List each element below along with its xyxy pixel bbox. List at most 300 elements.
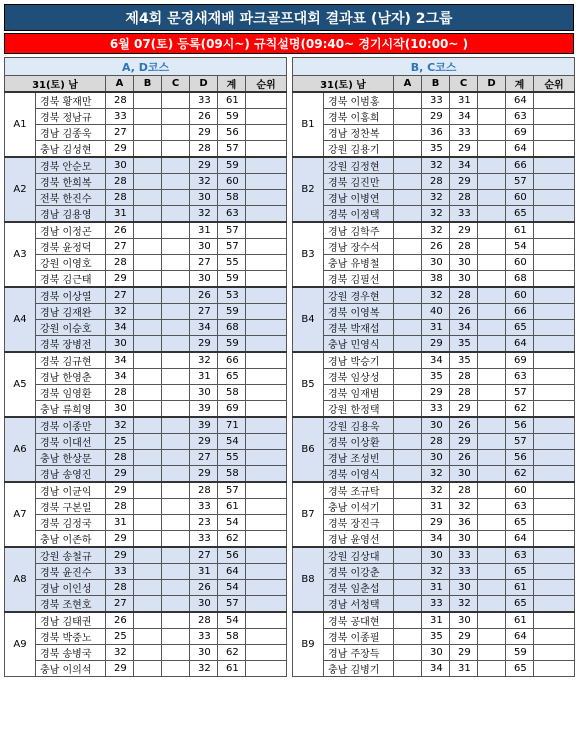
score-cell: 26	[450, 417, 478, 434]
score-cell	[394, 222, 422, 239]
score-cell: 29	[450, 645, 478, 661]
score-cell: 61	[218, 499, 246, 515]
score-cell	[162, 352, 190, 369]
score-cell: 62	[506, 401, 534, 418]
score-cell	[162, 547, 190, 564]
table-row	[293, 141, 575, 158]
player-name: 경북 윤정덕	[36, 239, 106, 255]
score-cell: 31	[450, 92, 478, 109]
table-row	[293, 531, 575, 548]
score-cell: 33	[422, 596, 450, 613]
score-cell: 60	[506, 190, 534, 206]
score-cell	[394, 206, 422, 223]
score-cell: 33	[106, 109, 134, 125]
score-cell: 36	[450, 515, 478, 531]
results-table-bc	[292, 57, 575, 677]
table-row	[293, 547, 575, 564]
score-cell: 26	[422, 239, 450, 255]
score-cell: 29	[450, 629, 478, 645]
score-cell	[478, 612, 506, 629]
table-row	[5, 434, 287, 450]
score-cell	[394, 499, 422, 515]
score-cell: 28	[450, 190, 478, 206]
column-header: 계	[218, 76, 246, 93]
score-cell	[134, 434, 162, 450]
rank-cell	[246, 320, 287, 336]
score-cell: 26	[106, 222, 134, 239]
score-cell: 27	[190, 255, 218, 271]
score-cell: 54	[506, 239, 534, 255]
score-cell: 31	[422, 320, 450, 336]
score-cell: 27	[190, 450, 218, 466]
table-row	[293, 401, 575, 418]
score-cell	[134, 661, 162, 677]
player-name: 경북 김정국	[36, 515, 106, 531]
score-cell: 26	[106, 612, 134, 629]
score-cell	[478, 434, 506, 450]
table-row	[293, 596, 575, 613]
score-cell	[134, 336, 162, 353]
rank-cell	[534, 596, 575, 613]
table-row	[5, 499, 287, 515]
rank-cell	[534, 499, 575, 515]
table-row	[293, 564, 575, 580]
table-row	[293, 255, 575, 271]
score-cell: 30	[422, 645, 450, 661]
score-cell	[162, 206, 190, 223]
score-cell: 63	[218, 206, 246, 223]
score-cell: 30	[450, 531, 478, 548]
player-name: 경북 조규탁	[324, 482, 394, 499]
score-cell	[134, 547, 162, 564]
score-cell	[134, 580, 162, 596]
player-name: 강원 김정현	[324, 157, 394, 174]
score-cell	[162, 369, 190, 385]
score-cell: 34	[106, 352, 134, 369]
score-cell	[162, 434, 190, 450]
column-header: D	[478, 76, 506, 93]
score-cell: 29	[106, 141, 134, 158]
score-cell: 32	[422, 482, 450, 499]
score-cell: 26	[190, 287, 218, 304]
score-cell: 56	[218, 125, 246, 141]
score-cell	[478, 190, 506, 206]
score-cell	[162, 255, 190, 271]
player-name: 경북 이대선	[36, 434, 106, 450]
score-cell: 63	[506, 547, 534, 564]
score-cell: 38	[422, 271, 450, 288]
player-name: 경북 박중노	[36, 629, 106, 645]
table-row	[293, 109, 575, 125]
group-label: A7	[5, 482, 36, 547]
rank-cell	[534, 287, 575, 304]
score-cell: 27	[106, 239, 134, 255]
player-name: 충남 김성현	[36, 141, 106, 158]
score-cell: 33	[190, 531, 218, 548]
score-cell: 31	[450, 661, 478, 677]
score-cell: 61	[506, 612, 534, 629]
score-cell	[394, 482, 422, 499]
score-cell: 34	[422, 531, 450, 548]
player-name: 경북 이영복	[324, 304, 394, 320]
score-cell	[134, 645, 162, 661]
score-cell	[478, 401, 506, 418]
score-cell: 63	[506, 369, 534, 385]
score-cell: 29	[190, 434, 218, 450]
result-sheet	[4, 4, 574, 729]
score-cell: 36	[422, 125, 450, 141]
score-cell	[394, 515, 422, 531]
player-name: 강원 한정택	[324, 401, 394, 418]
rank-cell	[246, 352, 287, 369]
player-name: 경북 임상성	[324, 369, 394, 385]
score-cell	[162, 174, 190, 190]
score-cell	[394, 320, 422, 336]
player-name: 경남 박승기	[324, 352, 394, 369]
player-name: 경북 김규현	[36, 352, 106, 369]
table-row	[293, 466, 575, 483]
score-cell	[394, 255, 422, 271]
score-cell: 57	[506, 174, 534, 190]
rank-cell	[246, 564, 287, 580]
player-name: 경북 이정택	[324, 206, 394, 223]
group-label: A2	[5, 157, 36, 222]
player-name: 강원 송철규	[36, 547, 106, 564]
player-name: 강원 경우현	[324, 287, 394, 304]
score-cell: 28	[106, 580, 134, 596]
group-label: B6	[293, 417, 324, 482]
score-cell: 29	[450, 174, 478, 190]
rank-cell	[246, 596, 287, 613]
score-cell: 25	[106, 434, 134, 450]
rank-cell	[534, 515, 575, 531]
score-cell	[394, 645, 422, 661]
player-name: 경북 김진만	[324, 174, 394, 190]
score-cell	[162, 271, 190, 288]
score-cell: 28	[190, 482, 218, 499]
player-name: 경북 공대현	[324, 612, 394, 629]
score-cell	[134, 482, 162, 499]
score-cell	[394, 336, 422, 353]
rank-cell	[534, 564, 575, 580]
column-header: C	[162, 76, 190, 93]
score-cell	[134, 612, 162, 629]
player-name: 경북 이범홍	[324, 92, 394, 109]
score-cell	[162, 466, 190, 483]
group-label: B2	[293, 157, 324, 222]
column-header: B	[422, 76, 450, 93]
score-cell	[134, 141, 162, 158]
rank-cell	[246, 385, 287, 401]
score-cell: 61	[506, 580, 534, 596]
score-cell	[134, 499, 162, 515]
rank-cell	[534, 174, 575, 190]
score-cell	[478, 417, 506, 434]
player-name: 경북 임재범	[324, 385, 394, 401]
score-cell: 29	[450, 434, 478, 450]
score-cell: 68	[218, 320, 246, 336]
table-row	[293, 320, 575, 336]
score-cell	[394, 239, 422, 255]
score-cell: 60	[218, 174, 246, 190]
rank-cell	[246, 369, 287, 385]
rank-cell	[246, 222, 287, 239]
group-label: A9	[5, 612, 36, 677]
rank-cell	[246, 482, 287, 499]
score-cell: 32	[422, 222, 450, 239]
score-cell	[478, 174, 506, 190]
score-cell: 66	[506, 304, 534, 320]
score-cell	[394, 612, 422, 629]
score-cell	[478, 629, 506, 645]
score-cell: 69	[218, 401, 246, 418]
score-cell	[394, 661, 422, 677]
table-row	[5, 157, 287, 174]
rank-cell	[534, 352, 575, 369]
score-cell: 35	[422, 629, 450, 645]
player-name: 경남 이균익	[36, 482, 106, 499]
score-cell: 64	[506, 629, 534, 645]
score-cell	[162, 125, 190, 141]
player-name: 경남 송영진	[36, 466, 106, 483]
score-cell: 64	[506, 336, 534, 353]
score-cell	[134, 401, 162, 418]
table-row	[293, 352, 575, 369]
score-cell: 27	[106, 596, 134, 613]
score-cell	[478, 109, 506, 125]
score-cell: 29	[190, 336, 218, 353]
score-cell: 30	[450, 271, 478, 288]
player-name: 경남 이정곤	[36, 222, 106, 239]
score-cell: 66	[506, 157, 534, 174]
player-name: 경남 김용영	[36, 206, 106, 223]
score-cell: 55	[218, 255, 246, 271]
score-cell	[394, 564, 422, 580]
score-cell: 30	[450, 466, 478, 483]
score-cell	[478, 547, 506, 564]
score-cell: 60	[506, 482, 534, 499]
score-cell	[134, 564, 162, 580]
score-cell	[134, 531, 162, 548]
rank-cell	[246, 141, 287, 158]
score-cell: 65	[506, 564, 534, 580]
score-cell	[478, 580, 506, 596]
score-cell: 34	[450, 320, 478, 336]
score-cell	[478, 157, 506, 174]
table-row	[5, 222, 287, 239]
player-name: 경남 주장득	[324, 645, 394, 661]
score-cell	[162, 564, 190, 580]
score-cell	[134, 271, 162, 288]
player-name: 경남 조성빈	[324, 450, 394, 466]
table-row	[293, 661, 575, 677]
course-label: A, D코스	[5, 58, 287, 76]
rank-cell	[246, 434, 287, 450]
score-cell: 35	[450, 336, 478, 353]
table-row	[5, 125, 287, 141]
page-title: 제4회 문경새재배 파크골프대회 결과표 (남자) 2그룹	[4, 4, 574, 31]
score-cell	[134, 190, 162, 206]
score-cell: 57	[506, 434, 534, 450]
score-cell	[478, 482, 506, 499]
score-cell: 61	[218, 661, 246, 677]
player-name: 경북 조현호	[36, 596, 106, 613]
score-cell: 28	[106, 385, 134, 401]
score-cell	[394, 629, 422, 645]
score-cell: 69	[506, 125, 534, 141]
rank-cell	[534, 466, 575, 483]
rank-cell	[534, 206, 575, 223]
score-cell: 65	[506, 515, 534, 531]
score-cell	[478, 255, 506, 271]
rank-cell	[246, 499, 287, 515]
score-cell: 32	[106, 304, 134, 320]
score-cell	[162, 450, 190, 466]
player-name: 경남 장수석	[324, 239, 394, 255]
player-name: 충남 이존하	[36, 531, 106, 548]
player-name: 경북 김필선	[324, 271, 394, 288]
table-row	[293, 434, 575, 450]
rank-cell	[246, 206, 287, 223]
score-cell: 30	[106, 336, 134, 353]
score-cell	[394, 125, 422, 141]
score-cell	[134, 239, 162, 255]
score-cell: 61	[218, 92, 246, 109]
score-cell: 62	[506, 466, 534, 483]
player-name: 경북 장병전	[36, 336, 106, 353]
score-cell	[478, 206, 506, 223]
rank-cell	[534, 531, 575, 548]
score-cell: 30	[450, 580, 478, 596]
score-cell	[162, 515, 190, 531]
player-name: 경북 한희복	[36, 174, 106, 190]
column-header: 31(토) 남	[293, 76, 394, 93]
score-cell	[478, 222, 506, 239]
score-cell: 30	[422, 450, 450, 466]
rank-cell	[534, 320, 575, 336]
score-cell: 65	[506, 596, 534, 613]
schedule-banner: 6월 07(토) 등록(09시~) 규칙설명(09:40~ 경기시작(10:00~ )	[4, 33, 574, 54]
score-cell: 28	[450, 482, 478, 499]
score-cell: 28	[450, 287, 478, 304]
score-cell	[478, 92, 506, 109]
score-cell: 59	[506, 645, 534, 661]
table-row	[293, 222, 575, 239]
table-row	[5, 190, 287, 206]
score-cell: 28	[190, 141, 218, 158]
score-cell: 58	[218, 466, 246, 483]
score-cell: 28	[450, 369, 478, 385]
rank-cell	[246, 612, 287, 629]
rank-cell	[534, 645, 575, 661]
player-name: 경북 안순모	[36, 157, 106, 174]
score-cell: 28	[422, 434, 450, 450]
table-row	[5, 109, 287, 125]
score-cell: 26	[450, 304, 478, 320]
panels	[4, 57, 574, 677]
score-cell: 32	[106, 417, 134, 434]
table-row	[5, 417, 287, 434]
player-name: 경남 정찬복	[324, 125, 394, 141]
rank-cell	[534, 92, 575, 109]
score-cell	[478, 385, 506, 401]
table-row	[5, 564, 287, 580]
score-cell	[394, 157, 422, 174]
score-cell: 29	[422, 109, 450, 125]
score-cell	[134, 92, 162, 109]
score-cell	[162, 385, 190, 401]
score-cell: 66	[218, 352, 246, 369]
player-name: 경남 한영춘	[36, 369, 106, 385]
table-row	[293, 580, 575, 596]
score-cell	[162, 417, 190, 434]
table-row	[293, 174, 575, 190]
rank-cell	[246, 109, 287, 125]
rank-cell	[534, 547, 575, 564]
score-cell: 35	[422, 369, 450, 385]
score-cell	[478, 141, 506, 158]
table-row	[5, 515, 287, 531]
score-cell: 60	[506, 287, 534, 304]
score-cell	[394, 466, 422, 483]
results-table-ad	[4, 57, 287, 677]
player-name: 강원 김용욱	[324, 417, 394, 434]
score-cell	[394, 287, 422, 304]
rank-cell	[534, 190, 575, 206]
table-row	[293, 482, 575, 499]
score-cell: 26	[190, 109, 218, 125]
score-cell: 64	[218, 564, 246, 580]
rank-cell	[246, 125, 287, 141]
score-cell	[162, 482, 190, 499]
rank-cell	[534, 304, 575, 320]
score-cell: 29	[190, 157, 218, 174]
score-cell: 31	[422, 612, 450, 629]
player-name: 경북 임영환	[36, 385, 106, 401]
table-row	[293, 239, 575, 255]
table-row	[5, 141, 287, 158]
score-cell: 30	[190, 645, 218, 661]
score-cell: 26	[190, 580, 218, 596]
player-name: 경북 이종필	[324, 629, 394, 645]
score-cell: 33	[450, 564, 478, 580]
score-cell: 56	[218, 547, 246, 564]
score-cell	[134, 417, 162, 434]
group-label: A5	[5, 352, 36, 417]
table-row	[5, 612, 287, 629]
rank-cell	[534, 125, 575, 141]
table-row	[293, 450, 575, 466]
rank-cell	[534, 239, 575, 255]
table-row	[293, 385, 575, 401]
score-cell	[162, 287, 190, 304]
score-cell: 30	[450, 255, 478, 271]
score-cell: 27	[106, 125, 134, 141]
player-name: 경북 장진극	[324, 515, 394, 531]
table-row	[293, 206, 575, 223]
score-cell	[394, 190, 422, 206]
group-label: A1	[5, 92, 36, 157]
score-cell: 33	[450, 547, 478, 564]
score-cell	[478, 466, 506, 483]
score-cell: 32	[190, 661, 218, 677]
score-cell: 32	[422, 157, 450, 174]
table-row	[5, 629, 287, 645]
table-row	[5, 239, 287, 255]
score-cell: 27	[106, 287, 134, 304]
player-name: 경남 김재완	[36, 304, 106, 320]
group-label: B3	[293, 222, 324, 287]
